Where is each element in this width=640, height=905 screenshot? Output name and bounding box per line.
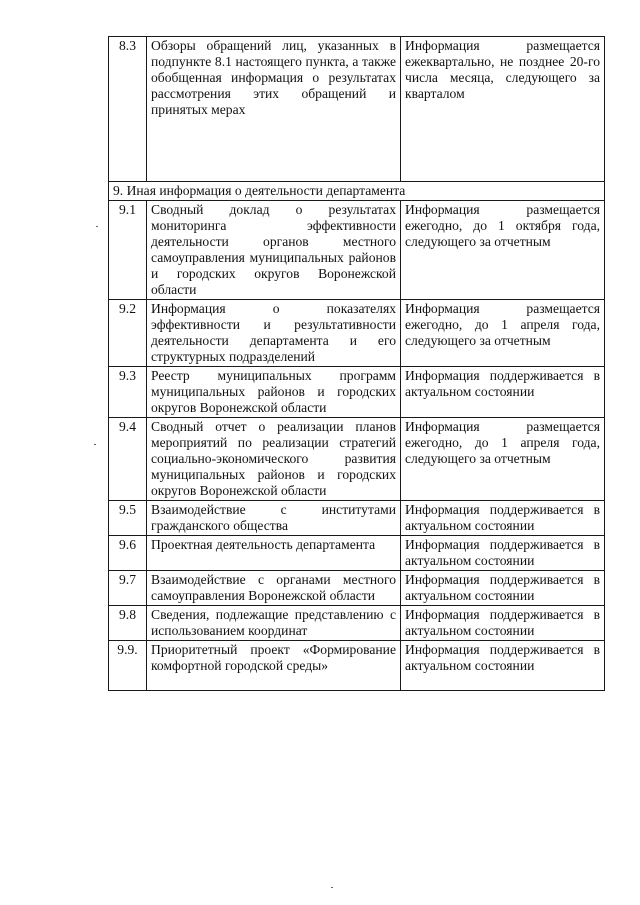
row-description: Сводный доклад о результатах мониторинга эффективности деятельности органов местного самоуправления муниципальных районов и городских округов Воронежской области xyxy=(147,201,401,300)
row-description: Информация о показателях эффективности и результативности деятельности департамента и его структурных подразделений xyxy=(147,300,401,367)
row-description: Сведения, подлежащие представлению с использованием координат xyxy=(147,606,401,641)
row-number: 9.5 xyxy=(109,501,147,536)
row-publication-info: Информация поддерживается в актуальном состоянии xyxy=(401,641,605,691)
row-number: 9.7 xyxy=(109,571,147,606)
row-description: Обзоры обращений лиц, указанных в подпункте 8.1 настоящего пункта, а также обобщенная информация о результатах рассмотрения этих обращений и принятых мерах xyxy=(147,37,401,182)
table-row xyxy=(109,367,605,418)
table-row xyxy=(109,501,605,536)
row-publication-info: Информация размещается ежеквартально, не позднее 20-го числа месяца, следующего за кварталом xyxy=(401,37,605,182)
row-description: Взаимодействие с институтами гражданского общества xyxy=(147,501,401,536)
scan-speck xyxy=(94,444,96,445)
table-row xyxy=(109,37,605,182)
row-number: 9.9. xyxy=(109,641,147,691)
row-number: 9.6 xyxy=(109,536,147,571)
row-number: 9.3 xyxy=(109,367,147,418)
row-publication-info: Информация поддерживается в актуальном состоянии xyxy=(401,536,605,571)
row-publication-info: Информация размещается ежегодно, до 1 апреля года, следующего за отчетным xyxy=(401,418,605,501)
row-number: 8.3 xyxy=(109,37,147,182)
table-row xyxy=(109,300,605,367)
table-row xyxy=(109,536,605,571)
information-table xyxy=(108,36,605,691)
scan-speck xyxy=(331,887,333,888)
row-publication-info: Информация поддерживается в актуальном состоянии xyxy=(401,501,605,536)
table-row xyxy=(109,418,605,501)
row-description: Взаимодействие с органами местного самоуправления Воронежской области xyxy=(147,571,401,606)
table-row xyxy=(109,641,605,691)
row-number: 9.1 xyxy=(109,201,147,300)
row-description: Реестр муниципальных программ муниципальных районов и городских округов Воронежской области xyxy=(147,367,401,418)
section-row xyxy=(109,182,605,201)
table-row xyxy=(109,606,605,641)
row-description: Сводный отчет о реализации планов мероприятий по реализации стратегий социально-экономического развития муниципальных районов и городских округов Воронежской области xyxy=(147,418,401,501)
row-publication-info: Информация размещается ежегодно, до 1 апреля года, следующего за отчетным xyxy=(401,300,605,367)
row-publication-info: Информация поддерживается в актуальном состоянии xyxy=(401,606,605,641)
row-description: Приоритетный проект «Формирование комфортной городской среды» xyxy=(147,641,401,691)
row-number: 9.8 xyxy=(109,606,147,641)
table-row xyxy=(109,571,605,606)
row-publication-info: Информация поддерживается в актуальном состоянии xyxy=(401,367,605,418)
row-number: 9.2 xyxy=(109,300,147,367)
row-publication-info: Информация размещается ежегодно, до 1 октября года, следующего за отчетным xyxy=(401,201,605,300)
table-row xyxy=(109,201,605,300)
row-publication-info: Информация поддерживается в актуальном состоянии xyxy=(401,571,605,606)
row-description: Проектная деятельность департамента xyxy=(147,536,401,571)
row-number: 9.4 xyxy=(109,418,147,501)
scan-speck xyxy=(96,226,98,227)
section-heading: 9. Иная информация о деятельности департамента xyxy=(109,182,605,201)
